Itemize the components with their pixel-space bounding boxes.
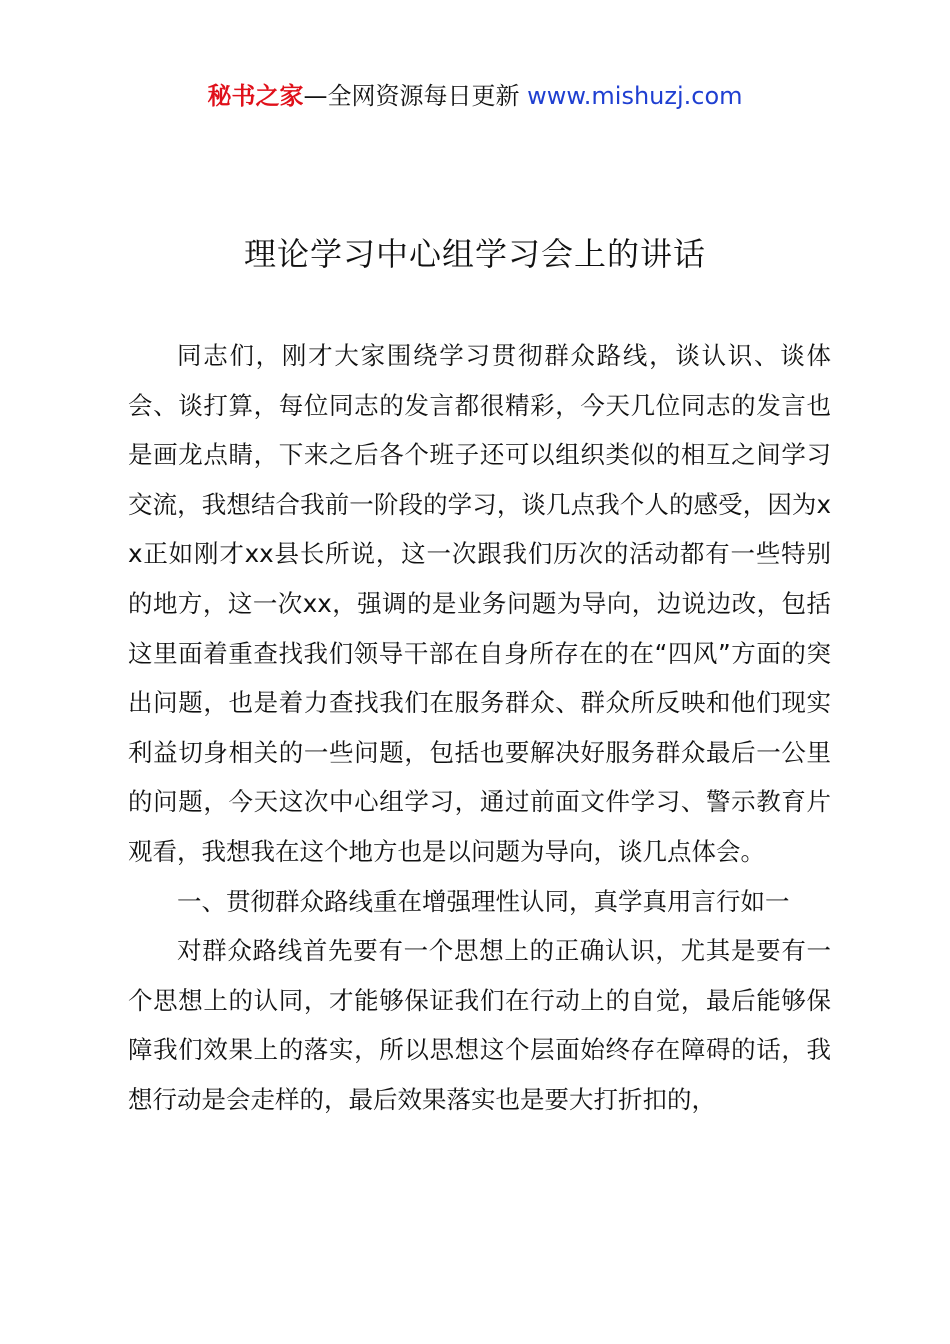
- site-brand: 秘书之家: [207, 82, 304, 110]
- document-title: 理论学习中心组学习会上的讲话: [243, 235, 706, 273]
- site-tagline: —全网资源每日更新: [303, 82, 528, 110]
- paragraph-section-1: 对群众路线首先要有一个思想上的正确认识，尤其是要有一个思想上的认同，才能够保证我们在行动上的自觉，最后能够保障我们效果上的落实，所以思想这个层面始终存在障碍的话，我想行动是会走样的，最后效果落实也是要大打折扣的，: [128, 936, 831, 1114]
- site-url-link[interactable]: www.mishuzj.com: [527, 82, 743, 110]
- document-body: [128, 331, 831, 1125]
- site-header: [0, 80, 950, 112]
- section-heading-1: 一、贯彻群众路线重在增强理性认同，真学真用言行如一: [177, 886, 790, 916]
- paragraph-intro: 同志们，刚才大家围绕学习贯彻群众路线，谈认识、谈体会、谈打算，每位同志的发言都很精彩，今天几位同志的发言也是画龙点睛，下来之后各个班子还可以组织类似的相互之间学习交流，我想结合我前一阶段的学习，谈几点我个人的感受，因为xx正如刚才xx县长所说，这一次跟我们历次的活动都有一些特别的地方，这一次xx，强调的是业务问题为导向，边说边改，包括这里面着重查找我们领导干部在自身所存在的在“四风”方面的突出问题，也是着力查找我们在服务群众、群众所反映和他们现实利益切身相关的一些问题，包括也要解决好服务群众最后一公里的问题，今天这次中心组学习，通过前面文件学习、警示教育片观看，我想我在这个地方也是以问题为导向，谈几点体会。: [128, 341, 831, 866]
